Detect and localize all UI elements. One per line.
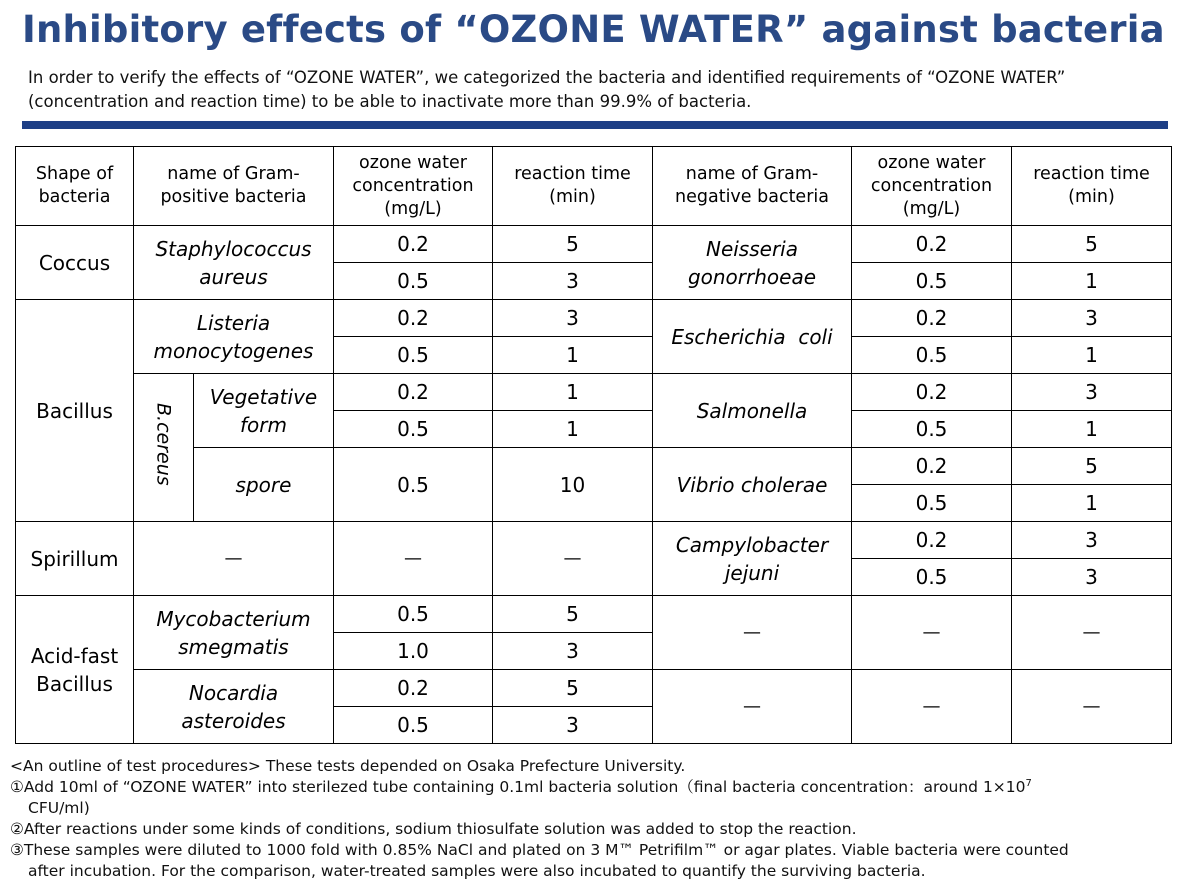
title-divider	[22, 121, 1168, 129]
bacteria-nocardia: Nocardia asteroides	[134, 670, 334, 744]
cell-conc: 0.5	[334, 707, 493, 744]
cell-conc: 0.2	[852, 374, 1012, 411]
cell-dash: —	[1012, 670, 1172, 744]
cell-time: 1	[1012, 263, 1172, 300]
cell-time: 10	[493, 448, 653, 522]
cell-time: 3	[1012, 374, 1172, 411]
table-row	[16, 670, 1172, 707]
shape-acid-fast: Acid-fast Bacillus	[16, 596, 134, 744]
note-step-2: ②After reactions under some kinds of conditions, sodium thiosulfate solution was added to stop the reaction.	[10, 820, 857, 838]
cell-dash: —	[493, 522, 653, 596]
cell-dash: —	[653, 670, 852, 744]
bacteria-campylobacter: Campylobacter jejuni	[653, 522, 852, 596]
table-row	[16, 374, 1172, 411]
header-concentration-pos: ozone water concentration (mg/L)	[334, 147, 493, 226]
cell-conc: 0.5	[852, 411, 1012, 448]
cell-dash: —	[653, 596, 852, 670]
bacteria-mycobacterium: Mycobacterium smegmatis	[134, 596, 334, 670]
cell-time: 3	[1012, 300, 1172, 337]
cell-time: 5	[1012, 226, 1172, 263]
table-header-row	[16, 147, 1172, 226]
cell-time: 1	[1012, 485, 1172, 522]
header-gram-positive: name of Gram-positive bacteria	[134, 147, 334, 226]
cell-dash: —	[852, 596, 1012, 670]
cell-dash: —	[334, 522, 493, 596]
bacteria-bcereus-cell	[134, 374, 194, 522]
cell-conc: 0.2	[334, 226, 493, 263]
procedure-notes	[10, 756, 1182, 882]
bacteria-ecoli: Escherichia coli	[653, 300, 852, 374]
cell-dash: —	[852, 670, 1012, 744]
bacteria-bcereus: B.cereus	[152, 402, 175, 486]
shape-coccus: Coccus	[16, 226, 134, 300]
bacteria-listeria: Listeria monocytogenes	[134, 300, 334, 374]
table-row	[16, 300, 1172, 337]
cell-conc: 0.5	[334, 337, 493, 374]
cell-conc: 0.5	[334, 448, 493, 522]
cell-conc: 0.2	[852, 522, 1012, 559]
cell-conc: 0.2	[852, 226, 1012, 263]
bacteria-vibrio: Vibrio cholerae	[653, 448, 852, 522]
cell-time: 3	[493, 707, 653, 744]
header-time-pos: reaction time (min)	[493, 147, 653, 226]
page-title: Inhibitory effects of “OZONE WATER” against bacteria	[22, 8, 1165, 51]
shape-spirillum: Spirillum	[16, 522, 134, 596]
cell-time: 3	[493, 300, 653, 337]
note-step-3-cont: after incubation. For the comparison, water-treated samples were also incubated to quantify the surviving bacteria.	[28, 862, 926, 880]
cell-conc: 0.5	[852, 559, 1012, 596]
bacteria-bcereus-vegetative: Vegetative form	[194, 374, 334, 448]
bacteria-neisseria: Neisseria gonorrhoeae	[653, 226, 852, 300]
cell-conc: 0.2	[852, 300, 1012, 337]
note-step-1-exponent: 7	[1025, 777, 1032, 789]
cell-conc: 0.2	[334, 670, 493, 707]
shape-bacillus: Bacillus	[16, 300, 134, 522]
cell-conc: 0.2	[334, 374, 493, 411]
cell-time: 3	[493, 263, 653, 300]
table-row	[16, 596, 1172, 633]
cell-time: 3	[493, 633, 653, 670]
cell-dash: —	[134, 522, 334, 596]
cell-time: 3	[1012, 522, 1172, 559]
cell-conc: 0.5	[334, 596, 493, 633]
note-step-1-cont: CFU/ml)	[28, 799, 90, 817]
bacteria-bcereus-spore: spore	[194, 448, 334, 522]
note-step-1	[10, 777, 1182, 798]
bacteria-staphylococcus: Staphylococcus aureus	[134, 226, 334, 300]
bacteria-salmonella: Salmonella	[653, 374, 852, 448]
cell-time: 1	[493, 374, 653, 411]
cell-conc: 0.5	[852, 485, 1012, 522]
table-row	[16, 226, 1172, 263]
cell-conc: 0.5	[852, 263, 1012, 300]
cell-time: 5	[493, 596, 653, 633]
cell-time: 1	[493, 411, 653, 448]
cell-conc: 1.0	[334, 633, 493, 670]
intro-paragraph: In order to verify the effects of “OZONE WATER”, we categorized the bacteria and identified requirements of “OZONE WATER” (concentration and reaction time) to be able to inactivate more than 99.9% of bacteria.	[28, 68, 1066, 111]
cell-conc: 0.5	[334, 263, 493, 300]
cell-time: 1	[1012, 411, 1172, 448]
cell-dash: —	[1012, 596, 1172, 670]
cell-conc: 0.5	[852, 337, 1012, 374]
header-concentration-neg: ozone water concentration (mg/L)	[852, 147, 1012, 226]
header-gram-negative: name of Gram-negative bacteria	[653, 147, 852, 226]
cell-time: 5	[493, 226, 653, 263]
header-time-neg: reaction time (min)	[1012, 147, 1172, 226]
inhibitory-effects-table	[15, 146, 1172, 744]
cell-time: 1	[493, 337, 653, 374]
cell-time: 5	[493, 670, 653, 707]
note-outline: <An outline of test procedures> These tests depended on Osaka Prefecture University.	[10, 757, 686, 775]
table-row	[16, 522, 1172, 559]
cell-time: 5	[1012, 448, 1172, 485]
cell-conc: 0.2	[334, 300, 493, 337]
cell-time: 1	[1012, 337, 1172, 374]
header-shape: Shape of bacteria	[16, 147, 134, 226]
cell-conc: 0.2	[852, 448, 1012, 485]
note-step-3: ③These samples were diluted to 1000 fold with 0.85% NaCl and plated on 3 M™ Petrifilm™ or agar plates. Viable bacteria were counted	[10, 841, 1069, 859]
note-step-1-text: ①Add 10ml of “OZONE WATER” into sterilezed tube containing 0.1ml bacteria solution（final bacteria concentration：around 1×10	[10, 778, 1026, 796]
cell-conc: 0.5	[334, 411, 493, 448]
cell-time: 3	[1012, 559, 1172, 596]
